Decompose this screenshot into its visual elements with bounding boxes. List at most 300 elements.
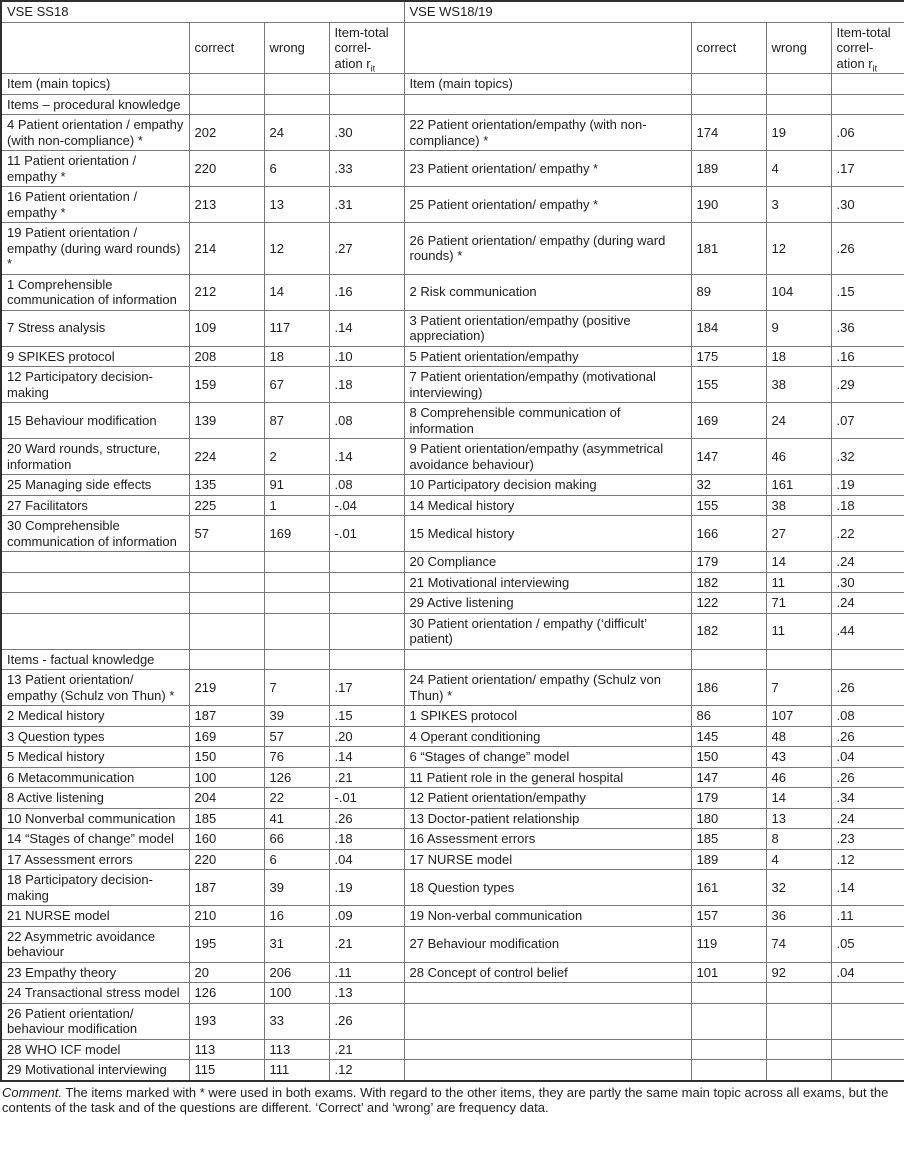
right-rit-cell [831,1039,904,1060]
right-rit-cell: .22 [831,516,904,552]
left-correct-cell: 220 [189,151,264,187]
left-rit-cell [329,613,404,649]
title-row [1,1,904,22]
right-rit-cell: .06 [831,115,904,151]
table-row [1,274,904,310]
left-correct-cell: 20 [189,962,264,983]
left-wrong-cell [264,552,329,573]
right-item-cell: 22 Patient orientation/empathy (with non-compliance) * [404,115,691,151]
right-item-cell: 29 Active listening [404,593,691,614]
right-wrong-cell: 161 [766,475,831,496]
table-row [1,439,904,475]
left-wrong-cell: 117 [264,310,329,346]
left-wrong-cell: 169 [264,516,329,552]
left-rit-cell: .11 [329,962,404,983]
column-header-row [1,22,904,74]
left-correct-cell: 135 [189,475,264,496]
right-item-cell: 20 Compliance [404,552,691,573]
rit-header-r: ation r [334,55,371,71]
right-wrong-cell: 12 [766,223,831,275]
left-rit-cell: .16 [329,274,404,310]
right-rit-cell: .05 [831,926,904,962]
right-item-cell: 14 Medical history [404,495,691,516]
left-rit-cell [329,593,404,614]
left-correct-cell: 187 [189,706,264,727]
right-item-cell: 4 Operant conditioning [404,726,691,747]
right-wrong-cell [766,1003,831,1039]
left-correct-cell: 193 [189,1003,264,1039]
section-row [1,94,904,115]
right-wrong-cell: 48 [766,726,831,747]
rit-subscript: it [872,63,878,74]
left-wrong-cell: 24 [264,115,329,151]
right-correct-cell: 161 [691,870,766,906]
left-correct-cell: 57 [189,516,264,552]
left-rit-cell [329,94,404,115]
right-rit-cell [831,94,904,115]
left-item-cell: 5 Medical history [1,747,189,768]
right-correct-cell: 86 [691,706,766,727]
left-correct-cell: 210 [189,906,264,927]
left-wrong-cell: 14 [264,274,329,310]
left-rit-cell: .04 [329,849,404,870]
left-rit-cell [329,572,404,593]
left-item-cell: 3 Question types [1,726,189,747]
table-row [1,151,904,187]
right-rit-cell: .26 [831,767,904,788]
table-row [1,403,904,439]
right-item-header [404,22,691,74]
right-item-cell: 23 Patient orientation/ empathy * [404,151,691,187]
table-row [1,346,904,367]
right-wrong-cell: 36 [766,906,831,927]
left-correct-cell [189,613,264,649]
left-wrong-cell: 67 [264,367,329,403]
right-correct-cell: 166 [691,516,766,552]
left-correct-cell: 126 [189,983,264,1004]
right-correct-cell: 175 [691,346,766,367]
table-row [1,670,904,706]
left-correct-cell: 225 [189,495,264,516]
right-correct-cell: 190 [691,187,766,223]
right-correct-cell: 157 [691,906,766,927]
right-correct-cell: 89 [691,274,766,310]
left-item-cell: 29 Motivational interviewing [1,1060,189,1081]
right-rit-cell: .17 [831,151,904,187]
left-wrong-cell: 111 [264,1060,329,1081]
left-item-cell: 13 Patient orientation/ empathy (Schulz von Thun) * [1,670,189,706]
left-rit-cell: .31 [329,187,404,223]
left-wrong-cell: 113 [264,1039,329,1060]
right-rit-header [831,22,904,74]
table-row [1,926,904,962]
right-rit-cell: .04 [831,747,904,768]
left-item-cell: 19 Patient orientation / empathy (during ward rounds) * [1,223,189,275]
table-row [1,706,904,727]
rit-header-line: Item-total [334,24,389,40]
left-correct-cell: 185 [189,808,264,829]
right-wrong-cell: 8 [766,829,831,850]
table-row [1,747,904,768]
left-item-cell: 8 Active listening [1,788,189,809]
right-wrong-cell [766,74,831,95]
left-correct-cell: 139 [189,403,264,439]
right-rit-cell: .36 [831,310,904,346]
left-correct-cell: 195 [189,926,264,962]
left-rit-cell: -.01 [329,788,404,809]
table-row [1,906,904,927]
left-item-cell: 4 Patient orientation / empathy (with non-compliance) * [1,115,189,151]
right-wrong-cell: 18 [766,346,831,367]
right-item-cell: 7 Patient orientation/empathy (motivational interviewing) [404,367,691,403]
right-wrong-cell: 38 [766,495,831,516]
left-rit-cell: -.04 [329,495,404,516]
left-correct-cell: 150 [189,747,264,768]
table-row [1,870,904,906]
right-rit-cell: .24 [831,552,904,573]
left-wrong-cell: 6 [264,849,329,870]
table-row [1,767,904,788]
left-item-cell: 27 Facilitators [1,495,189,516]
label-row [1,74,904,95]
right-rit-cell: .44 [831,613,904,649]
rit-header-line [335,56,399,72]
right-correct-cell [691,649,766,670]
right-correct-cell: 147 [691,439,766,475]
left-rit-cell: .33 [329,151,404,187]
table-row [1,593,904,614]
right-item-cell: 3 Patient orientation/empathy (positive appreciation) [404,310,691,346]
left-rit-cell: .18 [329,829,404,850]
left-item-cell: 24 Transactional stress model [1,983,189,1004]
table-row [1,495,904,516]
right-item-cell: 6 “Stages of change” model [404,747,691,768]
right-item-cell: 17 NURSE model [404,849,691,870]
table-body [1,74,904,1081]
right-rit-cell: .26 [831,670,904,706]
right-wrong-cell: 13 [766,808,831,829]
table-row [1,788,904,809]
left-rit-cell: .21 [329,926,404,962]
right-correct-cell: 155 [691,367,766,403]
right-correct-cell [691,94,766,115]
table-row [1,115,904,151]
right-correct-cell: 179 [691,552,766,573]
right-correct-cell [691,1003,766,1039]
left-rit-cell: .14 [329,747,404,768]
left-item-cell: 21 NURSE model [1,906,189,927]
right-item-cell: 9 Patient orientation/empathy (asymmetrical avoidance behaviour) [404,439,691,475]
right-wrong-cell: 74 [766,926,831,962]
right-item-cell: 10 Participatory decision making [404,475,691,496]
table-row [1,552,904,573]
left-correct-cell [189,74,264,95]
right-wrong-cell [766,983,831,1004]
rit-header-line [837,56,900,72]
left-rit-cell: .20 [329,726,404,747]
table-row [1,829,904,850]
left-wrong-cell: 12 [264,223,329,275]
table-row [1,613,904,649]
right-rit-cell: .24 [831,593,904,614]
left-wrong-cell: 22 [264,788,329,809]
right-item-cell: 5 Patient orientation/empathy [404,346,691,367]
left-item-cell: 20 Ward rounds, structure, information [1,439,189,475]
left-item-cell [1,572,189,593]
right-wrong-cell: 32 [766,870,831,906]
left-item-cell: 16 Patient orientation / empathy * [1,187,189,223]
left-rit-cell: .21 [329,1039,404,1060]
left-wrong-cell: 57 [264,726,329,747]
right-rit-cell [831,983,904,1004]
table-row [1,849,904,870]
left-section-cell: Items – procedural knowledge [1,94,189,115]
left-item-cell: 25 Managing side effects [1,475,189,496]
right-wrong-cell: 46 [766,439,831,475]
left-item-cell: 10 Nonverbal communication [1,808,189,829]
left-item-cell: 2 Medical history [1,706,189,727]
table-row [1,516,904,552]
table-row [1,187,904,223]
right-item-cell: 8 Comprehensible communication of information [404,403,691,439]
right-wrong-cell: 107 [766,706,831,727]
left-wrong-cell: 7 [264,670,329,706]
left-rit-cell: .08 [329,403,404,439]
left-item-cell: 14 “Stages of change” model [1,829,189,850]
right-rit-cell: .30 [831,187,904,223]
left-wrong-cell [264,74,329,95]
left-correct-cell: 115 [189,1060,264,1081]
right-item-cell: 19 Non-verbal communication [404,906,691,927]
left-wrong-cell [264,94,329,115]
right-item-cell [404,1039,691,1060]
left-section-cell: Items - factual knowledge [1,649,189,670]
right-wrong-cell: 3 [766,187,831,223]
left-wrong-cell [264,649,329,670]
left-item-cell: 28 WHO ICF model [1,1039,189,1060]
right-correct-cell: 101 [691,962,766,983]
left-rit-cell: .14 [329,310,404,346]
table-row [1,310,904,346]
right-rit-cell: .29 [831,367,904,403]
right-wrong-cell: 46 [766,767,831,788]
left-correct-header: correct [189,22,264,74]
right-wrong-cell [766,1039,831,1060]
table-row [1,1039,904,1060]
left-item-header [1,22,189,74]
right-rit-cell: .04 [831,962,904,983]
right-item-cell: 26 Patient orientation/ empathy (during ward rounds) * [404,223,691,275]
left-rit-cell: .08 [329,475,404,496]
right-wrong-cell: 19 [766,115,831,151]
left-rit-cell [329,552,404,573]
left-rit-cell: .13 [329,983,404,1004]
right-wrong-cell [766,94,831,115]
right-wrong-header: wrong [766,22,831,74]
right-rit-cell: .19 [831,475,904,496]
left-correct-cell: 220 [189,849,264,870]
left-rit-cell: .19 [329,870,404,906]
right-rit-cell: .11 [831,906,904,927]
right-wrong-cell [766,1060,831,1081]
left-rit-cell: .12 [329,1060,404,1081]
right-correct-cell [691,74,766,95]
right-item-cell [404,1003,691,1039]
left-correct-cell [189,572,264,593]
right-rit-cell [831,74,904,95]
right-item-cell: 28 Concept of control belief [404,962,691,983]
left-item-cell: 17 Assessment errors [1,849,189,870]
left-wrong-cell: 206 [264,962,329,983]
right-item-cell [404,1060,691,1081]
left-wrong-cell: 18 [264,346,329,367]
left-rit-cell: .18 [329,367,404,403]
right-item-cell [404,983,691,1004]
right-item-cell: 2 Risk communication [404,274,691,310]
right-wrong-cell: 92 [766,962,831,983]
left-rit-cell: .26 [329,1003,404,1039]
rit-header-line: Item-total [836,24,891,40]
right-rit-cell [831,649,904,670]
table-row [1,1003,904,1039]
right-item-cell: 11 Patient role in the general hospital [404,767,691,788]
right-rit-cell: .12 [831,849,904,870]
left-correct-cell: 208 [189,346,264,367]
left-correct-cell [189,94,264,115]
section-row [1,649,904,670]
left-wrong-cell: 41 [264,808,329,829]
left-correct-cell: 187 [189,870,264,906]
right-correct-cell: 182 [691,613,766,649]
right-wrong-cell: 7 [766,670,831,706]
left-wrong-cell: 39 [264,870,329,906]
right-rit-cell [831,1060,904,1081]
right-wrong-cell: 38 [766,367,831,403]
left-correct-cell [189,593,264,614]
right-wrong-cell: 9 [766,310,831,346]
right-correct-cell: 122 [691,593,766,614]
table-row [1,962,904,983]
left-correct-cell: 224 [189,439,264,475]
right-correct-cell: 181 [691,223,766,275]
left-wrong-cell: 16 [264,906,329,927]
rit-subscript: it [370,63,376,74]
left-correct-cell: 214 [189,223,264,275]
right-correct-header: correct [691,22,766,74]
right-rit-cell: .26 [831,726,904,747]
right-wrong-cell: 104 [766,274,831,310]
left-wrong-cell: 31 [264,926,329,962]
right-rit-cell: .18 [831,495,904,516]
comment-lead: Comment. [2,1084,62,1100]
left-wrong-cell [264,613,329,649]
left-item-cell: 11 Patient orientation / empathy * [1,151,189,187]
left-correct-cell [189,649,264,670]
left-wrong-cell: 1 [264,495,329,516]
left-correct-cell: 204 [189,788,264,809]
right-rit-cell: .34 [831,788,904,809]
right-item-cell: 30 Patient orientation / empathy (‘difficult’ patient) [404,613,691,649]
left-correct-cell: 213 [189,187,264,223]
left-correct-cell: 212 [189,274,264,310]
left-item-cell: 9 SPIKES protocol [1,346,189,367]
right-item-cell: 24 Patient orientation/ empathy (Schulz von Thun) * [404,670,691,706]
right-item-cell: 12 Patient orientation/empathy [404,788,691,809]
left-rit-cell: .10 [329,346,404,367]
right-correct-cell: 169 [691,403,766,439]
left-wrong-cell: 33 [264,1003,329,1039]
right-wrong-cell [766,649,831,670]
left-rit-cell: .30 [329,115,404,151]
right-correct-cell: 174 [691,115,766,151]
right-item-cell: 15 Medical history [404,516,691,552]
right-item-cell: 18 Question types [404,870,691,906]
rit-header-line: correl- [836,40,874,55]
left-rit-cell [329,74,404,95]
left-rit-cell: .27 [329,223,404,275]
right-correct-cell: 180 [691,808,766,829]
right-correct-cell: 150 [691,747,766,768]
right-wrong-cell: 11 [766,572,831,593]
left-correct-cell [189,552,264,573]
left-wrong-header: wrong [264,22,329,74]
right-rit-cell: .08 [831,706,904,727]
right-rit-cell: .26 [831,223,904,275]
right-wrong-cell: 4 [766,849,831,870]
rit-header-line: correl- [334,40,372,55]
right-correct-cell: 145 [691,726,766,747]
right-correct-cell: 32 [691,475,766,496]
left-wrong-cell: 91 [264,475,329,496]
left-correct-cell: 100 [189,767,264,788]
comment-note [2,1085,902,1116]
right-section-cell: Item (main topics) [404,74,691,95]
left-item-cell: 23 Empathy theory [1,962,189,983]
table-row [1,572,904,593]
right-correct-cell [691,1039,766,1060]
table-row [1,983,904,1004]
right-correct-cell: 189 [691,849,766,870]
rit-header-r: ation r [836,55,873,71]
right-correct-cell: 119 [691,926,766,962]
right-section-cell [404,649,691,670]
comment-text: The items marked with * were used in both exams. With regard to the other items, they are partly the same main topic across all exams, but the contents of the task and of the questions are different. ‘Correct’ and ‘wrong’ are frequency data. [2,1084,889,1115]
right-rit-cell: .15 [831,274,904,310]
left-correct-cell: 113 [189,1039,264,1060]
table-row [1,223,904,275]
right-rit-cell: .30 [831,572,904,593]
left-wrong-cell: 87 [264,403,329,439]
right-wrong-cell: 27 [766,516,831,552]
right-item-cell: 27 Behaviour modification [404,926,691,962]
left-item-cell: 7 Stress analysis [1,310,189,346]
right-item-cell: 13 Doctor-patient relationship [404,808,691,829]
left-item-cell: 1 Comprehensible communication of information [1,274,189,310]
left-item-cell: 26 Patient orientation/ behaviour modification [1,1003,189,1039]
left-wrong-cell: 100 [264,983,329,1004]
left-wrong-cell: 39 [264,706,329,727]
left-item-cell: 18 Participatory decision-making [1,870,189,906]
right-rit-cell [831,1003,904,1039]
right-item-cell: 1 SPIKES protocol [404,706,691,727]
left-item-cell: 15 Behaviour modification [1,403,189,439]
right-correct-cell: 185 [691,829,766,850]
left-rit-cell: .09 [329,906,404,927]
right-rit-cell: .23 [831,829,904,850]
table-row [1,367,904,403]
right-correct-cell: 189 [691,151,766,187]
left-wrong-cell: 76 [264,747,329,768]
